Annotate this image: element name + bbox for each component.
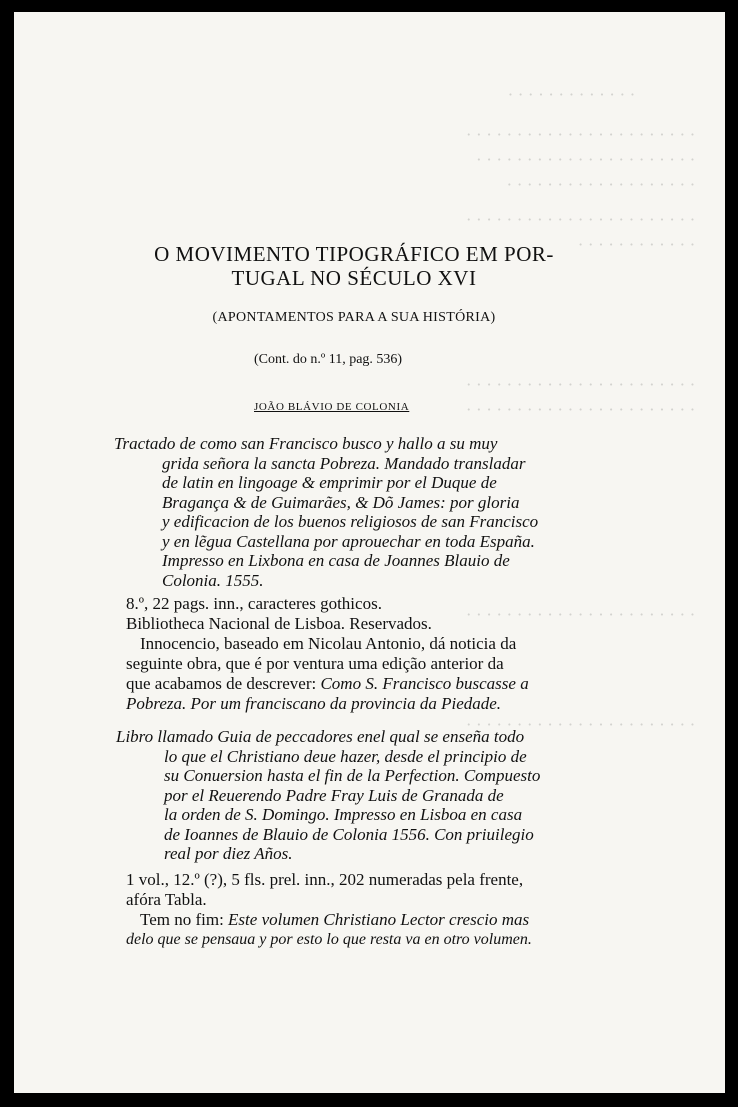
italic-title: Como S. Francisco buscasse a — [320, 674, 529, 693]
title-line-1: O MOVIMENTO TIPOGRÁFICO EM POR- — [154, 242, 554, 266]
italic-quote-continued: delo que se pensaua y por esto lo que resta va en otro volumen. — [126, 931, 532, 948]
body-text: Tem no fim: — [140, 910, 229, 929]
entry-line: lo que el Christiano deue hazer, desde el principio de — [164, 746, 527, 766]
entry-line: y edificacion de los buenos religiosos de san Francisco — [162, 512, 539, 531]
author-heading: JOÃO BLÁVIO DE COLONIA — [254, 401, 410, 413]
entry-line: de Ioannes de Blauio de Colonia 1556. Con priuilegio — [164, 824, 534, 844]
library-note: Bibliotheca Nacional de Lisboa. Reservados. — [126, 614, 432, 633]
entry-2-notes — [126, 870, 596, 950]
entry-line: la orden de S. Domingo. Impresso en Lisboa en casa — [164, 805, 523, 824]
entry-line: Colonia. 1555. — [162, 570, 264, 590]
article-title — [124, 242, 584, 290]
format-note: 8.º, 22 pags. inn., caracteres gothicos. — [126, 594, 382, 613]
entry-line: su Conuersion hasta el fin de la Perfection. Compuesto — [164, 766, 541, 785]
book-entry-1 — [114, 434, 614, 590]
format-note: 1 vol., 12.º (?), 5 fls. prel. inn., 202 numeradas pela frente, — [126, 870, 524, 889]
page-content — [14, 12, 725, 1093]
title-line-2: TUGAL NO SÉCULO XVI — [231, 266, 477, 290]
body-line: Innocencio, baseado em Nicolau Antonio, dá noticia da — [140, 634, 517, 653]
italic-quote: Este volumen Christiano Lector crescio mas — [228, 910, 530, 929]
bleed-through-texture: · · · · · · · · · · · · · · · · · · · · · · · · · · · · · · · · · · · · · · · · · · · · · · · · · · · · · · · · · · · · · · · · · · · · · · · · · · · · · · · · · · · · · · · · · · · · · · · · · · · · · · · · · · · · · · · · · · · · · · · · · · · · · · · · · · · · · · · · · · · · · · · · · · · · · · · · · · · · · · · · · · · · · · · · · · · · · · · · · · · · · · · · · · · · · · · · · · · · · · · · · · · · — [466, 85, 695, 734]
article-subtitle: (APONTAMENTOS PARA A SUA HISTÓRIA) — [212, 310, 496, 325]
entry-line: grida señora la sancta Pobreza. Mandado transladar — [162, 453, 526, 473]
entry-line: por el Reuerendo Padre Fray Luis de Granada de — [164, 785, 504, 805]
body-line — [126, 910, 596, 930]
document-page — [14, 12, 725, 1093]
entry-line: de latin en lingoage & emprimir por el Duque de — [162, 473, 497, 492]
entry-1-notes — [126, 594, 596, 714]
entry-line: Bragança & de Guimarães, & Dõ James: por gloria — [162, 492, 520, 512]
body-text: que acabamos de descrever: — [126, 674, 321, 693]
italic-title-continued: Pobreza. Por um franciscano da provincia da Piedade. — [126, 694, 502, 713]
entry-line: Libro llamado Guia de peccadores enel qual se enseña todo — [116, 727, 525, 746]
entry-line: real por diez Años. — [164, 844, 293, 863]
entry-line: Impresso en Lixbona en casa de Joannes Blauio de — [162, 551, 510, 570]
body-line: afóra Tabla. — [126, 890, 207, 909]
continuation-note: (Cont. do n.º 11, pag. 536) — [254, 352, 403, 367]
entry-line: y en lẽgua Castellana por aprouechar en toda España. — [162, 531, 535, 551]
book-entry-2 — [116, 727, 606, 864]
body-line — [126, 674, 596, 694]
entry-line: Tractado de como san Francisco busco y hallo a su muy — [114, 434, 498, 453]
body-line: seguinte obra, que é por ventura uma edição anterior da — [126, 654, 504, 673]
